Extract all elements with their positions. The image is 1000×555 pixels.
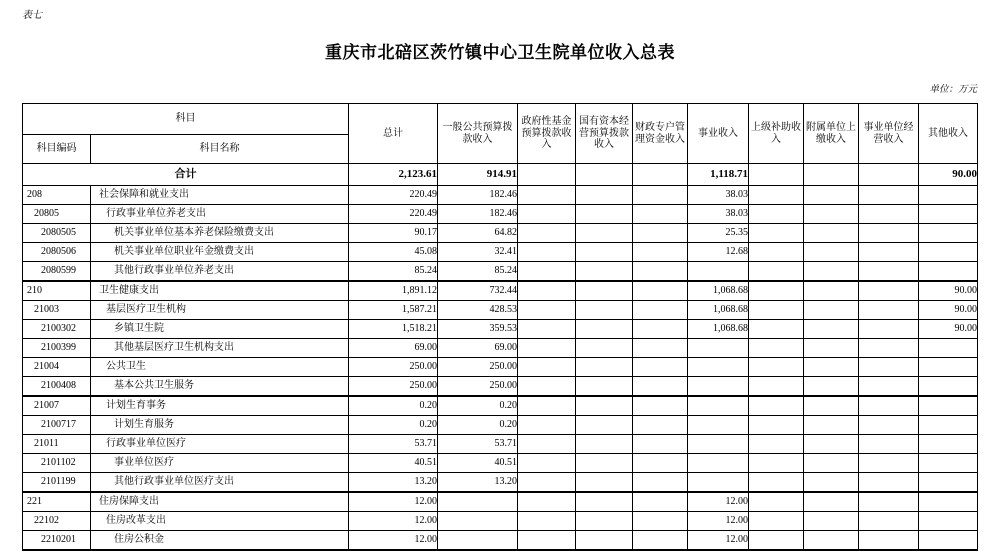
business-income-cell [688,396,749,416]
subject-name-cell: 基本公共卫生服务 [91,377,349,397]
business-income-cell: 12.00 [688,492,749,512]
operating-income-cell [859,205,919,224]
total-cell: 1,518.21 [349,320,438,339]
fiscal-account-cell [633,281,688,301]
general-budget-cell: 32.41 [438,243,518,262]
general-budget-cell: 182.46 [438,205,518,224]
state-capital-cell [576,164,633,186]
general-budget-cell: 0.20 [438,416,518,435]
business-income-cell: 1,068.68 [688,320,749,339]
superior-subsidy-cell [749,377,804,397]
gov-fund-cell [518,186,576,205]
table-row [23,396,978,416]
fiscal-account-cell [633,435,688,454]
affiliated-remit-cell [804,281,859,301]
superior-subsidy-cell [749,301,804,320]
subject-name-cell: 其他基层医疗卫生机构支出 [91,339,349,358]
general-budget-cell: 250.00 [438,358,518,377]
other-income-cell [919,473,978,493]
header-affiliated-remit: 附属单位上缴收入 [804,104,859,164]
table-row [23,473,978,493]
header-total: 总计 [349,104,438,164]
fiscal-account-cell [633,243,688,262]
state-capital-cell [576,320,633,339]
other-income-cell [919,377,978,397]
gov-fund-cell [518,262,576,282]
header-fiscal-account: 财政专户管理资金收入 [633,104,688,164]
superior-subsidy-cell [749,186,804,205]
subject-code-cell: 21007 [23,396,91,416]
total-cell: 1,587.21 [349,301,438,320]
subject-name-cell: 行政事业单位医疗 [91,435,349,454]
operating-income-cell [859,262,919,282]
fiscal-account-cell [633,377,688,397]
affiliated-remit-cell [804,435,859,454]
state-capital-cell [576,396,633,416]
state-capital-cell [576,243,633,262]
fiscal-account-cell [633,396,688,416]
subject-name-cell: 其他行政事业单位医疗支出 [91,473,349,493]
subject-name-cell: 机关事业单位职业年金缴费支出 [91,243,349,262]
total-cell: 85.24 [349,262,438,282]
unit-note: 单位：万元 [929,85,977,95]
superior-subsidy-cell [749,262,804,282]
state-capital-cell [576,512,633,531]
total-cell: 40.51 [349,454,438,473]
state-capital-cell [576,435,633,454]
gov-fund-cell [518,281,576,301]
subject-code-cell: 2080505 [23,224,91,243]
fiscal-account-cell [633,205,688,224]
general-budget-cell: 69.00 [438,339,518,358]
fiscal-account-cell [633,454,688,473]
total-cell: 12.00 [349,512,438,531]
affiliated-remit-cell [804,301,859,320]
table-row [23,512,978,531]
table-number-label: 表七 [22,10,42,21]
total-cell: 13.20 [349,473,438,493]
subject-name-cell: 行政事业单位养老支出 [91,205,349,224]
superior-subsidy-cell [749,339,804,358]
table-row [23,224,978,243]
operating-income-cell [859,243,919,262]
subject-code-cell: 21003 [23,301,91,320]
business-income-cell: 12.00 [688,531,749,551]
total-cell: 220.49 [349,186,438,205]
fiscal-account-cell [633,492,688,512]
header-general-budget: 一般公共预算拨款收入 [438,104,518,164]
gov-fund-cell [518,301,576,320]
superior-subsidy-cell [749,243,804,262]
total-cell: 250.00 [349,358,438,377]
fiscal-account-cell [633,512,688,531]
subject-code-cell: 20805 [23,205,91,224]
total-cell: 90.17 [349,224,438,243]
header-business-income: 事业收入 [688,104,749,164]
general-budget-cell: 0.20 [438,396,518,416]
subject-name-cell: 社会保障和就业支出 [91,186,349,205]
table-row [23,301,978,320]
subject-code-cell: 2210201 [23,531,91,551]
other-income-cell: 90.00 [919,164,978,186]
gov-fund-cell [518,396,576,416]
other-income-cell [919,358,978,377]
superior-subsidy-cell [749,396,804,416]
gov-fund-cell [518,473,576,493]
state-capital-cell [576,531,633,551]
table-row [23,186,978,205]
business-income-cell: 38.03 [688,205,749,224]
subject-code-cell: 21011 [23,435,91,454]
affiliated-remit-cell [804,243,859,262]
operating-income-cell [859,454,919,473]
affiliated-remit-cell [804,416,859,435]
affiliated-remit-cell [804,224,859,243]
general-budget-cell: 914.91 [438,164,518,186]
operating-income-cell [859,320,919,339]
operating-income-cell [859,164,919,186]
total-cell: 1,891.12 [349,281,438,301]
operating-income-cell [859,224,919,243]
state-capital-cell [576,416,633,435]
fiscal-account-cell [633,358,688,377]
affiliated-remit-cell [804,358,859,377]
state-capital-cell [576,454,633,473]
affiliated-remit-cell [804,396,859,416]
gov-fund-cell [518,205,576,224]
general-budget-cell: 428.53 [438,301,518,320]
subject-code-cell: 21004 [23,358,91,377]
affiliated-remit-cell [804,164,859,186]
general-budget-cell [438,512,518,531]
state-capital-cell [576,224,633,243]
state-capital-cell [576,281,633,301]
general-budget-cell: 732.44 [438,281,518,301]
state-capital-cell [576,339,633,358]
table-row [23,281,978,301]
other-income-cell [919,454,978,473]
gov-fund-cell [518,435,576,454]
business-income-cell: 1,068.68 [688,281,749,301]
income-summary-table [22,103,978,551]
subject-name-cell: 基层医疗卫生机构 [91,301,349,320]
superior-subsidy-cell [749,205,804,224]
state-capital-cell [576,186,633,205]
other-income-cell [919,492,978,512]
business-income-cell [688,473,749,493]
fiscal-account-cell [633,473,688,493]
superior-subsidy-cell [749,358,804,377]
state-capital-cell [576,377,633,397]
total-cell: 69.00 [349,339,438,358]
subject-name-cell: 住房改革支出 [91,512,349,531]
header-other-income: 其他收入 [919,104,978,164]
state-capital-cell [576,473,633,493]
total-cell: 2,123.61 [349,164,438,186]
other-income-cell [919,396,978,416]
header-subject-name: 科目名称 [91,135,349,164]
gov-fund-cell [518,224,576,243]
superior-subsidy-cell [749,416,804,435]
other-income-cell [919,262,978,282]
business-income-cell: 38.03 [688,186,749,205]
superior-subsidy-cell [749,224,804,243]
total-cell: 0.20 [349,416,438,435]
gov-fund-cell [518,339,576,358]
total-cell: 220.49 [349,205,438,224]
fiscal-account-cell [633,186,688,205]
general-budget-cell [438,492,518,512]
business-income-cell: 1,118.71 [688,164,749,186]
superior-subsidy-cell [749,531,804,551]
business-income-cell: 12.00 [688,512,749,531]
other-income-cell [919,512,978,531]
subject-code-cell: 208 [23,186,91,205]
gov-fund-cell [518,377,576,397]
affiliated-remit-cell [804,492,859,512]
total-cell: 12.00 [349,531,438,551]
affiliated-remit-cell [804,454,859,473]
other-income-cell [919,416,978,435]
total-cell: 0.20 [349,396,438,416]
subject-code-cell: 2101199 [23,473,91,493]
subject-code-cell: 2100408 [23,377,91,397]
business-income-cell: 1,068.68 [688,301,749,320]
superior-subsidy-cell [749,512,804,531]
business-income-cell [688,339,749,358]
business-income-cell [688,416,749,435]
affiliated-remit-cell [804,377,859,397]
state-capital-cell [576,358,633,377]
business-income-cell [688,454,749,473]
state-capital-cell [576,205,633,224]
business-income-cell [688,358,749,377]
table-row [23,339,978,358]
subject-name-cell: 事业单位医疗 [91,454,349,473]
fiscal-account-cell [633,416,688,435]
gov-fund-cell [518,416,576,435]
operating-income-cell [859,358,919,377]
gov-fund-cell [518,531,576,551]
general-budget-cell: 40.51 [438,454,518,473]
affiliated-remit-cell [804,473,859,493]
affiliated-remit-cell [804,512,859,531]
superior-subsidy-cell [749,164,804,186]
fiscal-account-cell [633,301,688,320]
gov-fund-cell [518,320,576,339]
total-cell: 53.71 [349,435,438,454]
other-income-cell: 90.00 [919,320,978,339]
superior-subsidy-cell [749,454,804,473]
other-income-cell [919,243,978,262]
general-budget-cell: 85.24 [438,262,518,282]
total-cell: 45.08 [349,243,438,262]
table-row [23,377,978,397]
operating-income-cell [859,531,919,551]
gov-fund-cell [518,243,576,262]
superior-subsidy-cell [749,473,804,493]
header-row-1 [23,104,978,135]
general-budget-cell: 13.20 [438,473,518,493]
business-income-cell [688,377,749,397]
header-subject: 科目 [23,104,349,135]
grand-total-row [23,164,978,186]
table-row [23,320,978,339]
subject-code-cell: 210 [23,281,91,301]
header-superior-subsidy: 上级补助收入 [749,104,804,164]
general-budget-cell: 182.46 [438,186,518,205]
state-capital-cell [576,301,633,320]
total-cell: 250.00 [349,377,438,397]
business-income-cell [688,262,749,282]
operating-income-cell [859,492,919,512]
header-subject-code: 科目编码 [23,135,91,164]
business-income-cell: 12.68 [688,243,749,262]
table-row [23,205,978,224]
superior-subsidy-cell [749,320,804,339]
general-budget-cell: 250.00 [438,377,518,397]
general-budget-cell: 359.53 [438,320,518,339]
gov-fund-cell [518,512,576,531]
operating-income-cell [859,186,919,205]
affiliated-remit-cell [804,186,859,205]
other-income-cell [919,435,978,454]
subject-name-cell: 公共卫生 [91,358,349,377]
subject-code-cell: 2100399 [23,339,91,358]
affiliated-remit-cell [804,339,859,358]
subject-name-cell: 机关事业单位基本养老保险缴费支出 [91,224,349,243]
table-row [23,454,978,473]
subject-name-cell: 计划生育服务 [91,416,349,435]
general-budget-cell: 53.71 [438,435,518,454]
fiscal-account-cell [633,320,688,339]
subject-name-cell: 其他行政事业单位养老支出 [91,262,349,282]
state-capital-cell [576,262,633,282]
table-row [23,243,978,262]
state-capital-cell [576,492,633,512]
grand-total-label: 合计 [23,164,349,186]
operating-income-cell [859,416,919,435]
operating-income-cell [859,473,919,493]
subject-name-cell: 住房保障支出 [91,492,349,512]
affiliated-remit-cell [804,205,859,224]
gov-fund-cell [518,454,576,473]
affiliated-remit-cell [804,262,859,282]
business-income-cell [688,435,749,454]
subject-code-cell: 221 [23,492,91,512]
other-income-cell [919,531,978,551]
operating-income-cell [859,281,919,301]
fiscal-account-cell [633,262,688,282]
gov-fund-cell [518,164,576,186]
superior-subsidy-cell [749,281,804,301]
operating-income-cell [859,435,919,454]
operating-income-cell [859,339,919,358]
page-title: 重庆市北碚区茨竹镇中心卫生院单位收入总表 [325,43,675,62]
subject-code-cell: 2100717 [23,416,91,435]
fiscal-account-cell [633,224,688,243]
fiscal-account-cell [633,164,688,186]
subject-code-cell: 2080506 [23,243,91,262]
table-row [23,358,978,377]
gov-fund-cell [518,358,576,377]
other-income-cell [919,186,978,205]
operating-income-cell [859,396,919,416]
other-income-cell [919,339,978,358]
header-state-capital: 国有资本经营预算拨款收入 [576,104,633,164]
affiliated-remit-cell [804,531,859,551]
subject-name-cell: 卫生健康支出 [91,281,349,301]
other-income-cell [919,224,978,243]
general-budget-cell: 64.82 [438,224,518,243]
subject-code-cell: 2080599 [23,262,91,282]
table-row [23,262,978,282]
fiscal-account-cell [633,531,688,551]
subject-code-cell: 22102 [23,512,91,531]
table-row [23,492,978,512]
subject-name-cell: 住房公积金 [91,531,349,551]
operating-income-cell [859,377,919,397]
subject-code-cell: 2100302 [23,320,91,339]
operating-income-cell [859,301,919,320]
table-row [23,416,978,435]
subject-name-cell: 计划生育事务 [91,396,349,416]
superior-subsidy-cell [749,435,804,454]
gov-fund-cell [518,492,576,512]
subject-code-cell: 2101102 [23,454,91,473]
header-operating-income: 事业单位经营收入 [859,104,919,164]
fiscal-account-cell [633,339,688,358]
operating-income-cell [859,512,919,531]
other-income-cell [919,205,978,224]
subject-name-cell: 乡镇卫生院 [91,320,349,339]
total-cell: 12.00 [349,492,438,512]
other-income-cell: 90.00 [919,281,978,301]
header-gov-fund: 政府性基金预算拨款收入 [518,104,576,164]
other-income-cell: 90.00 [919,301,978,320]
table-header [23,104,978,164]
table-body [23,164,978,551]
table-row [23,531,978,551]
general-budget-cell [438,531,518,551]
table-row [23,435,978,454]
affiliated-remit-cell [804,320,859,339]
superior-subsidy-cell [749,492,804,512]
business-income-cell: 25.35 [688,224,749,243]
